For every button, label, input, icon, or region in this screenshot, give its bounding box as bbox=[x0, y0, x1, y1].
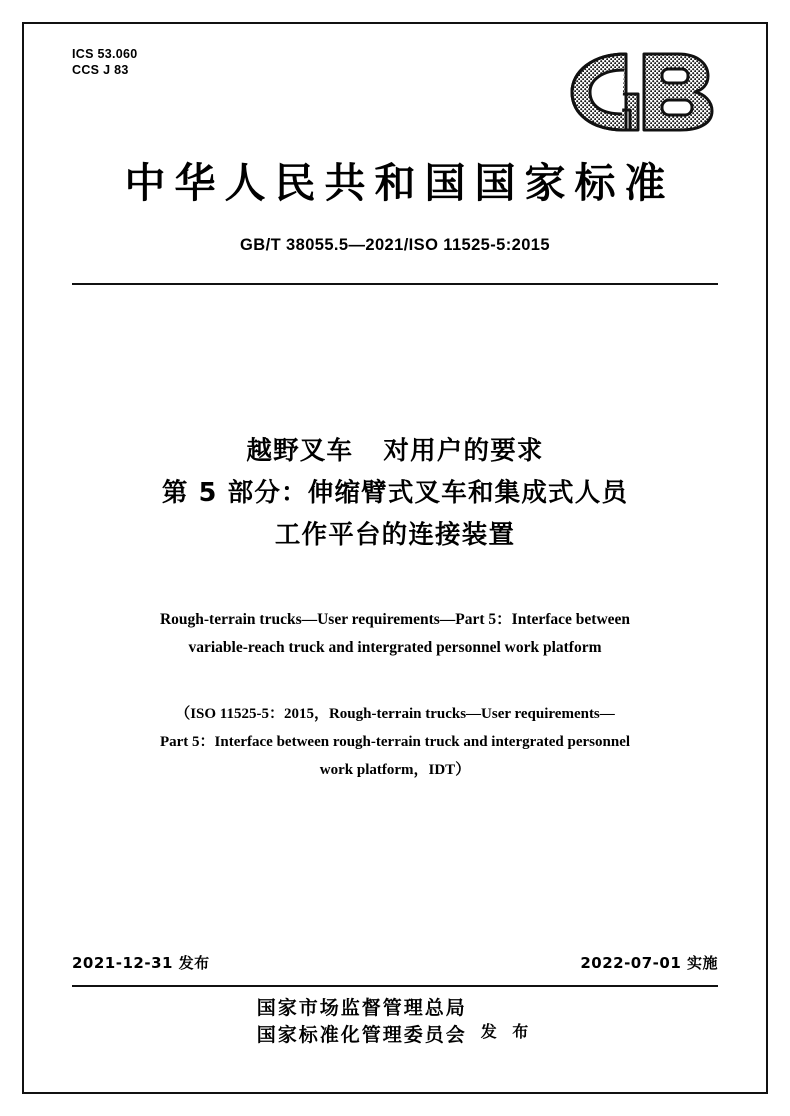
ics-code: ICS 53.060 bbox=[72, 47, 138, 61]
effective-date: 2022-07-01 实施 bbox=[580, 954, 718, 972]
footer-divider bbox=[72, 985, 718, 987]
iso-note-line1: （ISO 11525-5：2015，Rough-terrain trucks—User requirements— bbox=[175, 706, 615, 722]
document-title-en-line1: Rough-terrain trucks—User requirements—Part 5：Interface between bbox=[159, 611, 631, 628]
iso-note-line2: Part 5：Interface between rough-terrain truck and intergrated personnel bbox=[159, 734, 631, 750]
header-divider bbox=[72, 283, 718, 285]
gb-logo-icon bbox=[552, 44, 722, 136]
document-title-cn-line1: 越野叉车 对用户的要求 bbox=[246, 436, 544, 466]
document-title-cn-line2: 第 5 部分：伸缩臂式叉车和集成式人员 bbox=[161, 478, 629, 508]
dates-row bbox=[72, 952, 718, 973]
issuer-verb: 发 布 bbox=[480, 1021, 534, 1041]
document-title-cn bbox=[0, 430, 790, 556]
document-title-en bbox=[60, 606, 730, 662]
document-title-en-line2: variable-reach truck and intergrated personnel work platform bbox=[188, 639, 602, 656]
national-standard-title: 中华人民共和国国家标准 bbox=[124, 159, 675, 207]
document-title-cn-line3: 工作平台的连接装置 bbox=[274, 520, 516, 550]
issue-date: 2021-12-31 发布 bbox=[72, 954, 210, 972]
ics-classification-block bbox=[72, 46, 138, 78]
standard-number: GB/T 38055.5—2021/ISO 11525-5:2015 bbox=[240, 236, 550, 254]
iso-equivalence-note bbox=[70, 700, 720, 784]
issuer-names bbox=[257, 995, 467, 1049]
issuer-line2: 国家标准化管理委员会 bbox=[256, 1024, 467, 1046]
issuer-block bbox=[0, 995, 790, 1049]
iso-note-line3: work platform，IDT） bbox=[319, 762, 471, 778]
ccs-code: CCS J 83 bbox=[72, 63, 129, 77]
issuer-line1: 国家市场监督管理总局 bbox=[256, 997, 467, 1019]
